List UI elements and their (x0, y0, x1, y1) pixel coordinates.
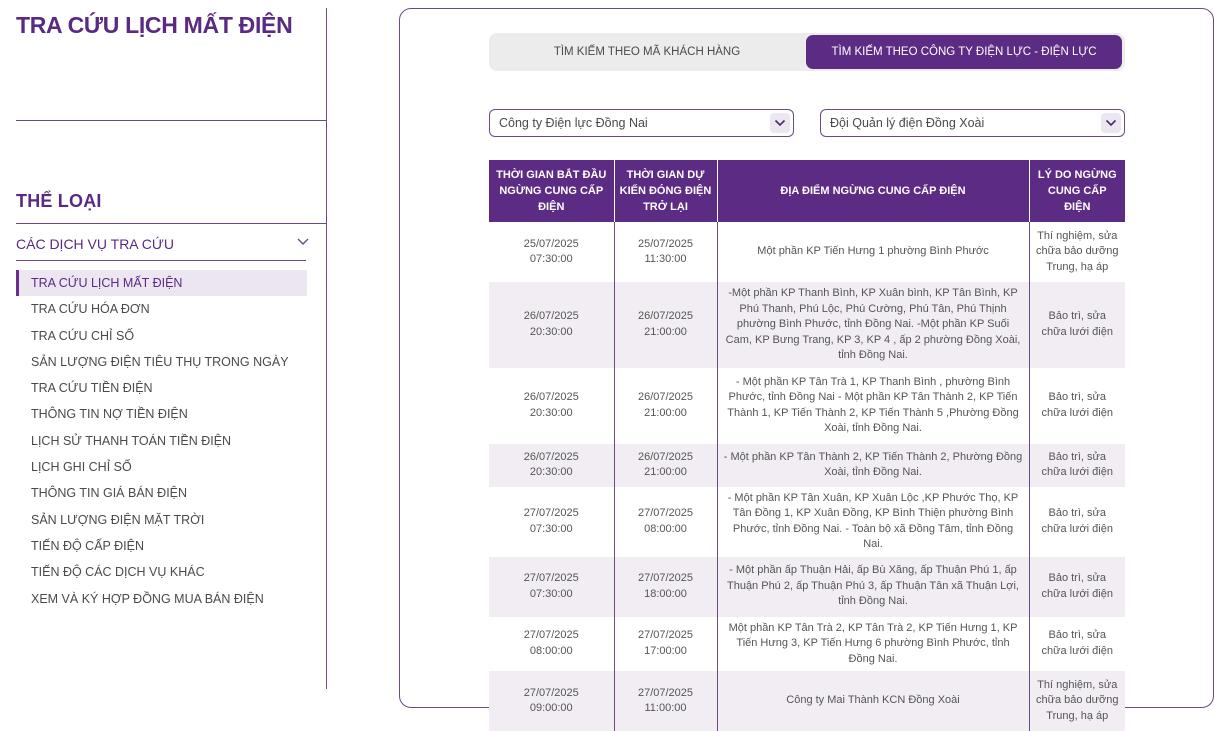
sidebar-item[interactable]: TRA CỨU LỊCH MẤT ĐIỆN (16, 270, 307, 296)
unit-select-button[interactable] (1101, 113, 1121, 133)
header-end-time: THỜI GIAN DỰ KIẾN ĐÓNG ĐIỆN TRỞ LẠI (614, 160, 717, 222)
table-row (489, 222, 1125, 282)
sidebar (16, 0, 327, 689)
end-time-cell: 26/07/2025 21:00:00 (614, 282, 717, 368)
table-row (489, 368, 1125, 444)
reason-cell: Bảo trì, sửa chữa lưới điện (1029, 368, 1125, 444)
location-cell: -Một phần KP Thanh Bình, KP Xuân bình, KP Tân Bình, KP Phú Thanh, Phú Lộc, Phú Cường, Phú Tân, Phú Thịnh phường Bình Phước, tỉnh Đồng Nai. -Một phần KP Suối Cam, KP Bưng Trang, KP 3, KP 4 , ấp 2 phường Đồng Xoài, tỉnh Đồng Nai. (717, 282, 1029, 368)
start-time-cell: 26/07/2025 20:30:00 (489, 444, 614, 487)
end-time-cell: 27/07/2025 18:00:00 (614, 557, 717, 617)
divider (16, 260, 306, 261)
start-time-cell: 27/07/2025 07:30:00 (489, 557, 614, 617)
sidebar-item[interactable]: XEM VÀ KÝ HỢP ĐỒNG MUA BÁN ĐIỆN (31, 591, 264, 606)
table-row (489, 444, 1125, 487)
sidebar-item[interactable]: LỊCH GHI CHỈ SỐ (31, 460, 132, 475)
chevron-down-icon (774, 119, 786, 127)
start-time-cell: 27/07/2025 09:00:00 (489, 671, 614, 731)
tab-company[interactable]: TÌM KIẾM THEO CÔNG TY ĐIỆN LỰC - ĐIỆN LỰC (806, 35, 1122, 69)
company-select[interactable] (489, 109, 794, 137)
divider (16, 223, 326, 224)
search-mode-tabs (489, 33, 1125, 71)
sidebar-item[interactable]: LỊCH SỬ THANH TOÁN TIỀN ĐIỆN (31, 433, 232, 448)
start-time-cell: 26/07/2025 20:30:00 (489, 282, 614, 368)
header-location: ĐỊA ĐIỂM NGỪNG CUNG CẤP ĐIỆN (717, 160, 1029, 222)
company-select-button[interactable] (770, 113, 790, 133)
unit-select[interactable] (820, 109, 1125, 137)
service-menu (16, 270, 307, 612)
group-label: CÁC DỊCH VỤ TRA CỨU (16, 236, 174, 252)
end-time-cell: 27/07/2025 08:00:00 (614, 487, 717, 557)
vertical-divider (326, 8, 327, 689)
services-group-toggle[interactable] (16, 233, 310, 255)
outage-table (489, 160, 1125, 731)
end-time-cell: 25/07/2025 11:30:00 (614, 222, 717, 282)
header-start-time: THỜI GIAN BẮT ĐẦU NGỪNG CUNG CẤP ĐIỆN (489, 160, 614, 222)
location-cell: - Một phần ấp Thuận Hải, ấp Bù Xăng, ấp Thuận Phú 1, ấp Thuận Phú 2, ấp Thuận Phú 3, ấp Thuận Tân xã Thuận Lợi, tỉnh Đồng Nai. (717, 557, 1029, 617)
location-cell: Công ty Mai Thành KCN Đồng Xoài (717, 671, 1029, 731)
sidebar-item[interactable]: TRA CỨU HÓA ĐƠN (31, 302, 150, 317)
table-row (489, 671, 1125, 731)
table-row (489, 282, 1125, 368)
sidebar-item[interactable]: TRA CỨU TIỀN ĐIỆN (31, 381, 153, 396)
reason-cell: Bảo trì, sửa chữa lưới điện (1029, 617, 1125, 672)
sidebar-item[interactable]: TRA CỨU CHỈ SỐ (31, 328, 135, 343)
sidebar-item[interactable]: THÔNG TIN NỢ TIỀN ĐIỆN (31, 407, 188, 422)
page-title: TRA CỨU LỊCH MẤT ĐIỆN (16, 12, 293, 38)
divider (16, 120, 326, 121)
search-panel (399, 8, 1214, 722)
start-time-cell: 27/07/2025 08:00:00 (489, 617, 614, 672)
reason-cell: Bảo trì, sửa chữa lưới điện (1029, 557, 1125, 617)
reason-cell: Thí nghiệm, sửa chữa bảo dưỡng Trung, hạ áp (1029, 222, 1125, 282)
table-row (489, 487, 1125, 557)
header-reason: LÝ DO NGỪNG CUNG CẤP ĐIỆN (1029, 160, 1125, 222)
table-row (489, 617, 1125, 672)
table-header-row (489, 160, 1125, 222)
start-time-cell: 27/07/2025 07:30:00 (489, 487, 614, 557)
location-cell: - Một phần KP Tân Xuân, KP Xuân Lộc ,KP Phước Thọ, KP Tân Đồng 1, KP Xuân Đồng, KP Bình Thiện phường Bình Phước, tỉnh Đồng Nai. - Toàn bộ xã Đồng Tâm, tỉnh Đồng Nai. (717, 487, 1029, 557)
location-cell: Một phần KP Tiến Hưng 1 phường Bình Phước (717, 222, 1029, 282)
chevron-down-icon (1105, 119, 1117, 127)
unit-select-value: Đội Quản lý điện Đồng Xoài (830, 116, 985, 130)
tab-customer-code[interactable]: TÌM KIẾM THEO MÃ KHÁCH HÀNG (553, 46, 741, 58)
company-select-value: Công ty Điện lực Đồng Nai (499, 116, 648, 130)
reason-cell: Bảo trì, sửa chữa lưới điện (1029, 487, 1125, 557)
start-time-cell: 26/07/2025 20:30:00 (489, 368, 614, 444)
end-time-cell: 27/07/2025 11:00:00 (614, 671, 717, 731)
end-time-cell: 26/07/2025 21:00:00 (614, 368, 717, 444)
chevron-down-icon (296, 236, 310, 248)
reason-cell: Bảo trì, sửa chữa lưới điện (1029, 282, 1125, 368)
end-time-cell: 26/07/2025 21:00:00 (614, 444, 717, 487)
sidebar-item[interactable]: SẢN LƯỢNG ĐIỆN MẶT TRỜI (31, 512, 205, 527)
reason-cell: Thí nghiệm, sửa chữa bảo dưỡng Trung, hạ áp (1029, 671, 1125, 731)
start-time-cell: 25/07/2025 07:30:00 (489, 222, 614, 282)
reason-cell: Bảo trì, sửa chữa lưới điện (1029, 444, 1125, 487)
location-cell: - Một phần KP Tân Thành 2, KP Tiến Thành 2, Phường Đồng Xoài, tỉnh Đồng Nai. (717, 444, 1029, 487)
sidebar-item[interactable]: SẢN LƯỢNG ĐIỆN TIÊU THỤ TRONG NGÀY (31, 354, 289, 369)
category-heading: THỂ LOẠI (16, 191, 102, 211)
sidebar-item[interactable]: THÔNG TIN GIÁ BÁN ĐIỆN (31, 486, 188, 501)
location-cell: Một phần KP Tân Trà 2, KP Tân Trà 2, KP Tiến Hưng 1, KP Tiến Hưng 3, KP Tiến Hưng 6 phường Bình Phước, tỉnh Đồng Nai. (717, 617, 1029, 672)
outage-table-container[interactable] (489, 160, 1125, 722)
end-time-cell: 27/07/2025 17:00:00 (614, 617, 717, 672)
table-row (489, 557, 1125, 617)
sidebar-item[interactable]: TIẾN ĐỘ CẤP ĐIỆN (31, 538, 144, 553)
location-cell: - Một phần KP Tân Trà 1, KP Thanh Bình , phường Bình Phước, tỉnh Đồng Nai - Một phần KP Tân Thành 2, KP Tiến Thành 1, KP Tiến Thành 2, KP Tiến Thành 5 ,Phường Đồng Xoài, tỉnh Đồng Nai. (717, 368, 1029, 444)
sidebar-item[interactable]: TIẾN ĐỘ CÁC DỊCH VỤ KHÁC (31, 565, 205, 580)
